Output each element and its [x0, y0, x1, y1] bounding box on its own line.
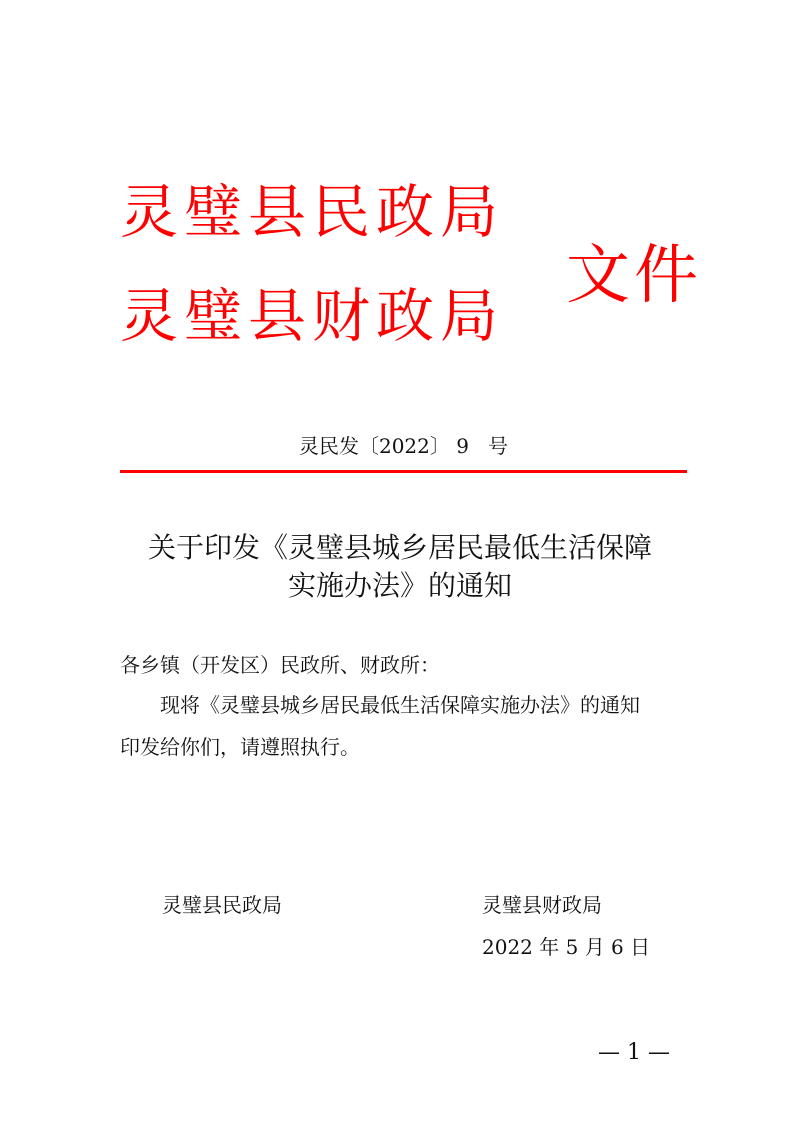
issuer-finance-bureau: 灵璧县财政局	[120, 282, 505, 350]
body-paragraph-line-2: 印发给你们，请遵照执行。	[120, 735, 360, 759]
page-number: — 1 —	[598, 1040, 670, 1065]
issue-date: 2022 年 5 月 6 日	[482, 935, 651, 959]
red-separator-line	[120, 470, 687, 473]
signature-civil-affairs-bureau: 灵璧县民政局	[162, 893, 282, 917]
signature-finance-bureau: 灵璧县财政局	[482, 893, 602, 917]
issuer-civil-affairs-bureau: 灵璧县民政局	[120, 178, 505, 246]
document-number: 灵民发〔2022〕 9 号	[298, 434, 509, 458]
document-title-line-2: 实施办法》的通知	[287, 569, 512, 602]
salutation: 各乡镇（开发区）民政所、财政所：	[120, 653, 440, 677]
document-type-word: 文件	[566, 239, 702, 313]
body-paragraph-line-1: 现将《灵璧县城乡居民最低生活保障实施办法》的通知	[160, 693, 640, 717]
document-title-line-1: 关于印发《灵璧县城乡居民最低生活保障	[147, 531, 652, 564]
